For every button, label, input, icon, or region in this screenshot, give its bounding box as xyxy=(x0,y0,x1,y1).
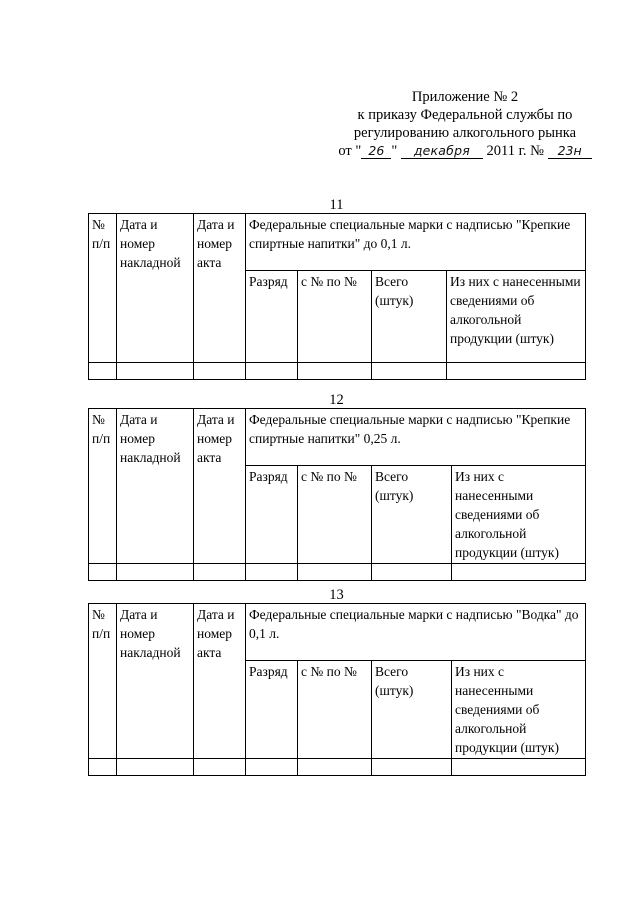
col-act-header: Дата и номер акта xyxy=(194,409,246,564)
table-row xyxy=(89,759,586,776)
col-act-header: Дата и номер акта xyxy=(194,604,246,759)
empty-cell xyxy=(89,759,117,776)
col-total-header: Всего (штук) xyxy=(372,466,452,564)
appendix-agency-line: регулированию алкогольного рынка xyxy=(353,125,577,141)
empty-cell xyxy=(89,564,117,581)
appendix-title: Приложение № 2 xyxy=(411,89,519,105)
stamps-group-header: Федеральные специальные марки с надписью "Крепкие спиртные напитки" 0,25 л. xyxy=(246,409,586,466)
empty-cell xyxy=(117,363,194,380)
col-invoice-header: Дата и номер накладной xyxy=(117,409,194,564)
col-grade-header: Разряд xyxy=(246,271,298,363)
stamps-group-header: Федеральные специальные марки с надписью "Крепкие спиртные напитки" до 0,1 л. xyxy=(246,214,586,271)
empty-cell xyxy=(372,564,452,581)
empty-cell xyxy=(194,363,246,380)
empty-cell xyxy=(246,363,298,380)
appendix-order-line: к приказу Федеральной службы по xyxy=(357,107,573,123)
col-applied-header: Из них с нанесенными сведениями об алкогольной продукции (штук) xyxy=(452,466,586,564)
appendix-date-line xyxy=(330,142,600,160)
table-row xyxy=(89,564,586,581)
stamp-table xyxy=(88,213,586,380)
empty-cell xyxy=(452,759,586,776)
empty-cell xyxy=(372,363,447,380)
table-number: 11 xyxy=(329,197,344,213)
col-applied-header: Из них с нанесенными сведениями об алкогольной продукции (штук) xyxy=(452,661,586,759)
col-total-header: Всего (штук) xyxy=(372,661,452,759)
empty-cell xyxy=(246,564,298,581)
table-number: 13 xyxy=(329,587,344,603)
table-section-11 xyxy=(88,197,585,380)
col-applied-header: Из них с нанесенными сведениями об алкогольной продукции (штук) xyxy=(447,271,586,363)
empty-cell xyxy=(89,363,117,380)
table-number: 12 xyxy=(329,392,344,408)
handwritten-month: декабря xyxy=(401,144,483,159)
date-prefix: от " xyxy=(338,143,362,159)
stamp-table xyxy=(88,603,586,776)
empty-cell xyxy=(298,363,372,380)
col-grade-header: Разряд xyxy=(246,466,298,564)
empty-cell xyxy=(246,759,298,776)
col-act-header: Дата и номер акта xyxy=(194,214,246,363)
empty-cell xyxy=(447,363,586,380)
handwritten-order-number: 23н xyxy=(548,144,592,159)
col-num-header: № п/п xyxy=(89,214,117,363)
col-grade-header: Разряд xyxy=(246,661,298,759)
empty-cell xyxy=(117,759,194,776)
appendix-header xyxy=(330,88,600,160)
stamps-group-header: Федеральные специальные марки с надписью "Водка" до 0,1 л. xyxy=(246,604,586,661)
table-section-13 xyxy=(88,587,585,776)
handwritten-day: 26 xyxy=(361,144,391,159)
empty-cell xyxy=(372,759,452,776)
col-range-header: с № по № xyxy=(298,271,372,363)
date-year: 2011 г. № xyxy=(486,143,544,159)
empty-cell xyxy=(194,759,246,776)
table-section-12 xyxy=(88,392,585,581)
col-total-header: Всего (штук) xyxy=(372,271,447,363)
table-row xyxy=(89,363,586,380)
empty-cell xyxy=(452,564,586,581)
col-range-header: с № по № xyxy=(298,661,372,759)
col-num-header: № п/п xyxy=(89,409,117,564)
stamp-table xyxy=(88,408,586,581)
col-range-header: с № по № xyxy=(298,466,372,564)
empty-cell xyxy=(194,564,246,581)
col-invoice-header: Дата и номер накладной xyxy=(117,214,194,363)
col-num-header: № п/п xyxy=(89,604,117,759)
empty-cell xyxy=(298,564,372,581)
date-quote: " xyxy=(391,143,398,159)
empty-cell xyxy=(117,564,194,581)
col-invoice-header: Дата и номер накладной xyxy=(117,604,194,759)
empty-cell xyxy=(298,759,372,776)
